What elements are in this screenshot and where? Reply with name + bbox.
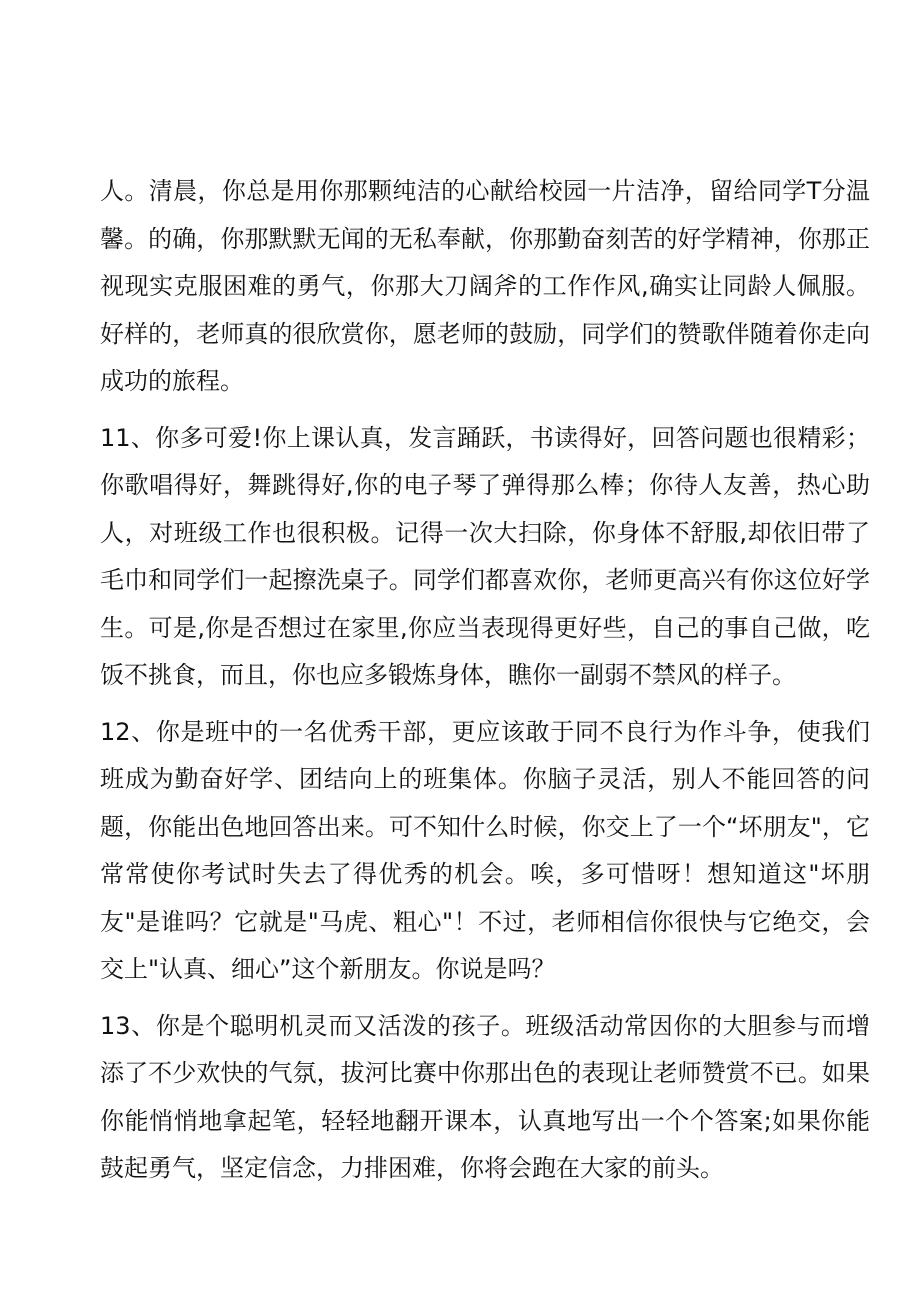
paragraph-11: 11、你多可爱!你上课认真，发言踊跃，书读得好，回答问题也很精彩；你歌唱得好，舞跳得好,你的电子琴了弹得那么棒；你待人友善，热心助人，对班级工作也很积极。记得一次大扫除，你身体不舒服,却依旧带了毛巾和同学们一起擦洗桌子。同学们都喜欢你，老师更高兴有你这位好学生。可是,你是否想过在家里,你应当表现得更好些，自己的事自己做，吃饭不挑食，而且，你也应多锻炼身体，瞧你一副弱不禁风的样子。 [100,423,870,689]
paragraph-12: 12、你是班中的一名优秀干部，更应该敢于同不良行为作斗争，使我们班成为勤奋好学、团结向上的班集体。你脑子灵活，别人不能回答的问题，你能出色地回答出来。可不知什么时候，你交上了一个“坏朋友"，它常常使你考试时失去了得优秀的机会。唉，多可惜呀！想知道这"坏朋友"是谁吗？它就是"马虎、粗心"！不过，老师相信你很快与它绝交，会交上"认真、细心”这个新朋友。你说是吗？ [100,717,870,983]
document-body [100,168,870,1202]
paragraph-continuation: 人。清晨，你总是用你那颗纯洁的心献给校园一片洁净，留给同学T分温馨。的确，你那默默无闻的无私奉献，你那勤奋刻苦的好学精神，你那正视现实克服困难的勇气，你那大刀阔斧的工作作风,确实让同龄人佩服。好样的，老师真的很欣赏你，愿老师的鼓励，同学们的赞歌伴随着你走向成功的旅程。 [100,177,870,395]
paragraph-13: 13、你是个聪明机灵而又活泼的孩子。班级活动常因你的大胆参与而增添了不少欢快的气氛，拔河比赛中你那出色的表现让老师赞赏不已。如果你能悄悄地拿起笔，轻轻地翻开课本，认真地写出一个个答案;如果你能鼓起勇气，坚定信念，力排困难，你将会跑在大家的前头。 [100,1011,870,1182]
